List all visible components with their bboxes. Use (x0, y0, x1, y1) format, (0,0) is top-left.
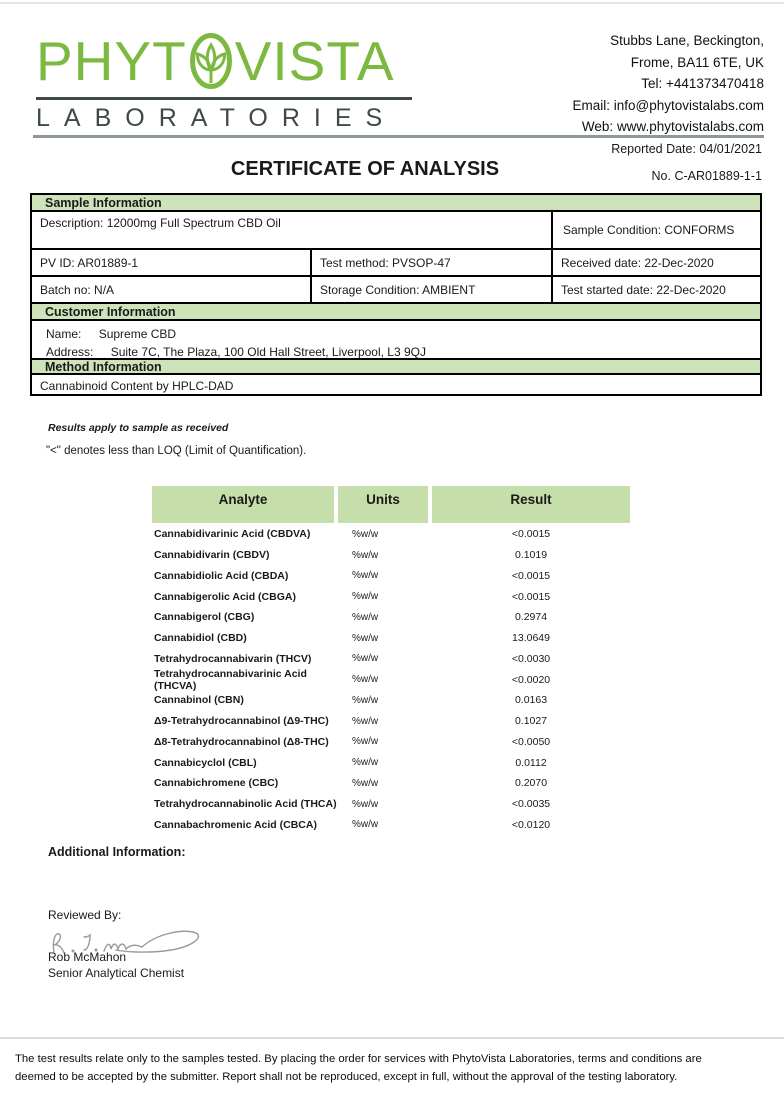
table-row (152, 732, 630, 753)
table-row (152, 566, 630, 587)
table-row (152, 545, 630, 566)
analyte-result: <0.0015 (511, 528, 551, 541)
analyte-result: 0.2974 (514, 611, 548, 624)
analyte-name: Cannabicyclol (CBL) (154, 756, 257, 769)
logo-text-left: PHYT (36, 29, 187, 92)
phytovista-logo (36, 29, 395, 92)
analyte-name: Cannabachromenic Acid (CBCA) (154, 818, 317, 831)
table-row (152, 669, 630, 690)
analyte-units: %w/w (352, 528, 379, 540)
analyte-name: Cannabigerolic Acid (CBGA) (154, 590, 296, 603)
received-date: Received date: 22-Dec-2020 (561, 255, 714, 270)
sample-condition: Sample Condition: CONFORMS (563, 223, 735, 237)
certificate-number: No. C-AR01889-1-1 (651, 169, 762, 183)
analyte-units: %w/w (352, 736, 379, 748)
analyte-result: <0.0015 (511, 590, 551, 603)
footer-line1: The test results relate only to the samples tested. By placing the order for services with PhytoVista Laboratories, terms and conditions are (15, 1053, 702, 1065)
reviewer-name: Rob McMahon (48, 950, 127, 964)
table-row (152, 607, 630, 628)
analyte-units: %w/w (352, 549, 379, 561)
test-started-date: Test started date: 22-Dec-2020 (561, 282, 726, 297)
page-title: CERTIFICATE OF ANALYSIS (230, 158, 500, 180)
analyte-units: %w/w (352, 570, 379, 582)
analyte-name: Tetrahydrocannabivarin (THCV) (154, 652, 312, 665)
analyte-result: 13.0649 (512, 632, 550, 645)
analyte-name: Cannabigerol (CBG) (154, 611, 255, 624)
customer-address: Suite 7C, The Plaza, 100 Old Hall Street, Liverpool, L3 9QJ (110, 345, 426, 359)
analyte-name: Cannabidivarin (CBDV) (154, 549, 270, 562)
lab-address-line2: Frome, BA11 6TE, UK (630, 54, 764, 70)
analyte-name: Cannabidivarinic Acid (CBDVA) (154, 528, 311, 541)
analyte-result: 0.0163 (514, 694, 548, 707)
additional-information-label: Additional Information: (48, 845, 186, 859)
sample-batch-row (32, 277, 760, 304)
sample-description: Description: 12000mg Full Spectrum CBD Oil (32, 212, 553, 248)
customer-address-row (32, 341, 760, 358)
lab-email: Email: info@phytovistalabs.com (572, 97, 764, 113)
analyte-units: %w/w (352, 591, 379, 603)
column-header-result: Result (432, 486, 630, 523)
sample-ids-row (32, 250, 760, 277)
sample-information-header: Sample Information (32, 195, 760, 212)
analyte-result: <0.0120 (511, 818, 551, 831)
reported-date: Reported Date: 04/01/2021 (611, 142, 762, 156)
method-information-header: Method Information (32, 358, 760, 375)
analyte-result: 0.1027 (514, 715, 548, 728)
pv-id: PV ID: AR01889-1 (32, 250, 312, 275)
results-table-header (152, 486, 630, 523)
footer-divider (0, 1037, 784, 1039)
customer-information-header: Customer Information (32, 304, 760, 321)
leaf-in-o-icon (189, 32, 233, 90)
lab-phone: Tel: +441373470418 (641, 76, 764, 91)
table-row (152, 628, 630, 649)
analyte-units: %w/w (352, 715, 379, 727)
analyte-name: Cannabidiol (CBD) (154, 632, 247, 645)
analyte-units: %w/w (352, 674, 379, 686)
column-header-analyte: Analyte (152, 486, 334, 523)
analyte-units: %w/w (352, 611, 379, 623)
analyte-result: 0.2070 (514, 777, 548, 790)
method-description: Cannabinoid Content by HPLC-DAD (40, 379, 234, 393)
customer-name: Supreme CBD (98, 327, 177, 341)
analyte-result: 0.0112 (515, 756, 547, 769)
table-row (152, 649, 630, 670)
footer-line2: deemed to be accepted by the submitter. Report shall not be reproduced, except in full, without the approval of the testing laboratory. (15, 1071, 678, 1083)
sample-description-row (32, 212, 760, 250)
batch-no: Batch no: N/A (32, 277, 312, 302)
analyte-result: <0.0020 (511, 673, 551, 686)
analyte-units: %w/w (352, 653, 379, 665)
logo-subtitle: LABORATORIES (36, 104, 397, 132)
table-row (152, 815, 630, 836)
analyte-name: Δ9-Tetrahydrocannabinol (Δ9-THC) (154, 715, 329, 728)
note-loq: "<" denotes less than LOQ (Limit of Quantification). (46, 445, 307, 457)
customer-name-label: Name: (46, 327, 82, 341)
lab-website: Web: www.phytovistalabs.com (581, 119, 764, 134)
analyte-name: Cannabichromene (CBC) (154, 777, 279, 790)
analyte-units: %w/w (352, 777, 379, 789)
reviewed-by-label: Reviewed By: (48, 908, 122, 922)
analyte-name: Cannabinol (CBN) (154, 694, 244, 707)
logo-text-right: VISTA (234, 29, 395, 92)
table-row (152, 524, 630, 545)
analyte-name: Δ8-Tetrahydrocannabinol (Δ8-THC) (154, 735, 329, 748)
column-header-units: Units (338, 486, 428, 523)
analyte-result: <0.0050 (511, 735, 551, 748)
analyte-units: %w/w (352, 757, 379, 769)
page-top-divider (0, 2, 784, 4)
logo-divider (36, 97, 412, 100)
analyte-name: Tetrahydrocannabivarinic Acid (THCVA) (154, 667, 307, 692)
footer-disclaimer (15, 1050, 771, 1086)
analyte-units: %w/w (352, 694, 379, 706)
table-row (152, 586, 630, 607)
analyte-result: <0.0015 (511, 569, 551, 582)
analyte-result: <0.0035 (511, 798, 551, 811)
reviewer-title: Senior Analytical Chemist (48, 966, 185, 980)
test-method: Test method: PVSOP-47 (312, 250, 553, 275)
customer-name-row (32, 321, 760, 341)
analyte-units: %w/w (352, 798, 379, 810)
table-row (152, 752, 630, 773)
results-table-body (152, 524, 630, 835)
analyte-units: %w/w (352, 632, 379, 644)
table-row (152, 711, 630, 732)
analyte-result: 0.1019 (514, 549, 548, 562)
storage-condition: Storage Condition: AMBIENT (312, 277, 553, 302)
header-divider (33, 135, 764, 138)
analyte-name: Cannabidiolic Acid (CBDA) (154, 569, 289, 582)
table-row (152, 794, 630, 815)
note-as-received: Results apply to sample as received (48, 422, 229, 434)
analyte-units: %w/w (352, 819, 379, 831)
lab-address-line1: Stubbs Lane, Beckington, (610, 33, 764, 48)
analyte-name: Tetrahydrocannabinolic Acid (THCA) (154, 798, 337, 811)
table-row (152, 773, 630, 794)
lab-contact-block (572, 30, 764, 138)
customer-address-label: Address: (46, 345, 94, 359)
information-block (30, 193, 762, 396)
analyte-result: <0.0030 (511, 652, 551, 665)
table-row (152, 690, 630, 711)
